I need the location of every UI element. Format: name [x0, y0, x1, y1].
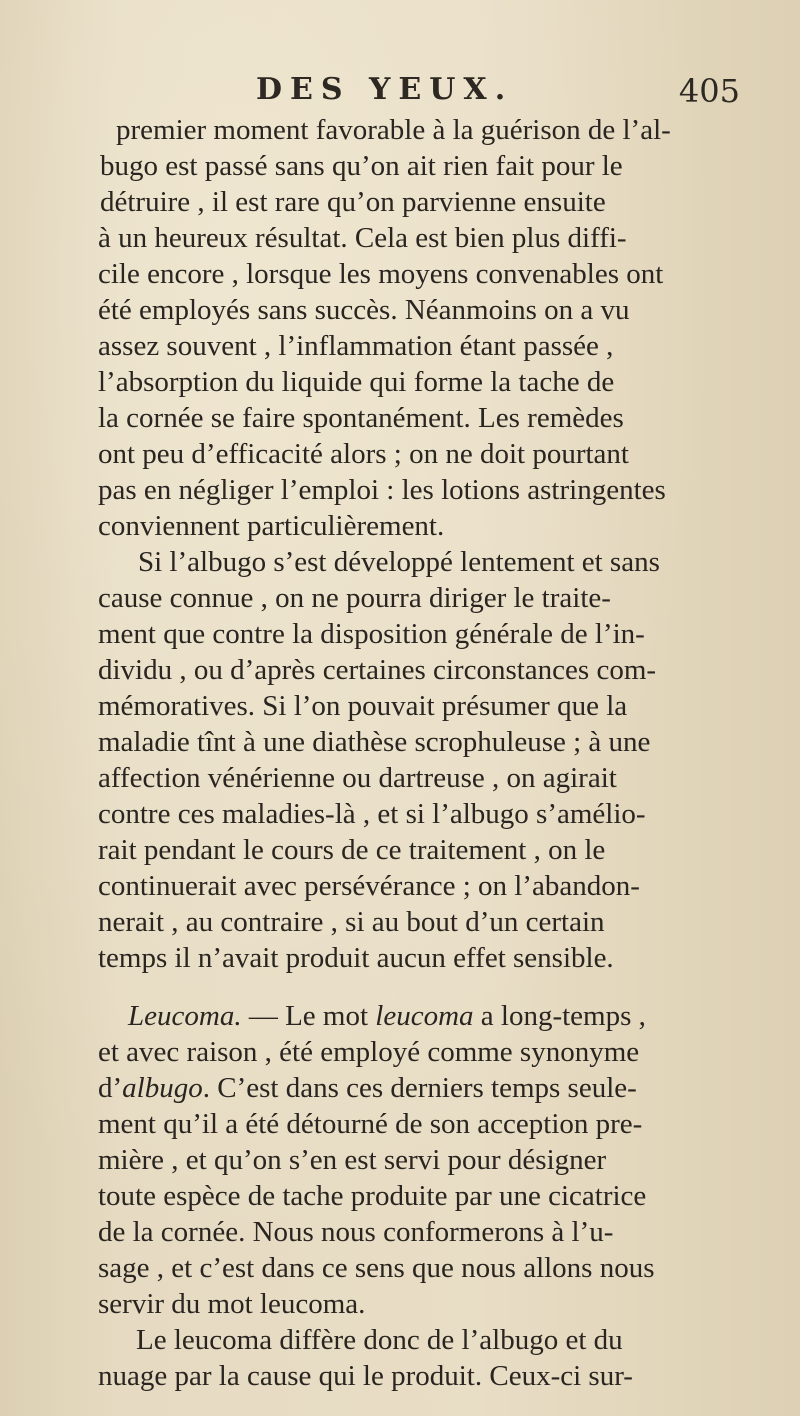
text-line: conviennent particulièrement. [98, 510, 445, 542]
text-line: sage , et c’est dans ce sens que nous allons nous [98, 1252, 655, 1284]
text-line: toute espèce de tache produite par une cicatrice [98, 1180, 647, 1212]
text-line: premier moment favorable à la guérison de l’al- [116, 114, 671, 146]
text-line: cile encore , lorsque les moyens convenables ont [98, 258, 664, 290]
text-line: et avec raison , été employé comme synonyme [98, 1036, 640, 1068]
text-line: cause connue , on ne pourra diriger le traite- [98, 582, 611, 614]
text-line: Le leucoma diffère donc de l’albugo et du [136, 1324, 623, 1356]
text-line: détruire , il est rare qu’on parvienne ensuite [100, 186, 606, 218]
text-line: rait pendant le cours de ce traitement , on le [98, 834, 606, 866]
text-line: l’absorption du liquide qui forme la tache de [98, 366, 615, 398]
albugo-italic: albugo [122, 1072, 203, 1104]
text-line: continuerait avec persévérance ; on l’abandon- [98, 870, 640, 902]
text-line: été employés sans succès. Néanmoins on a vu [98, 294, 630, 326]
text-line: maladie tînt à une diathèse scrophuleuse ; à une [98, 726, 651, 758]
albugo-rest: . C’est dans ces derniers temps seule- [202, 1072, 637, 1104]
text-line: servir du mot leucoma. [98, 1288, 366, 1320]
section-heading-line [128, 998, 646, 1034]
text-line: contre ces maladies-là , et si l’albugo s’amélio- [98, 798, 646, 830]
text-line: mémoratives. Si l’on pouvait présumer que la [98, 690, 628, 722]
section-first-rest: a long-temps , [473, 1000, 646, 1032]
running-title: DES YEUX. [256, 72, 514, 107]
apostrophe-prefix: d’ [98, 1072, 123, 1104]
text-line: assez souvent , l’inflammation étant passée , [98, 330, 614, 362]
text-line: nerait , au contraire , si au bout d’un certain [98, 906, 605, 938]
page-header [0, 72, 800, 116]
text-line: affection vénérienne ou dartreuse , on agirait [98, 762, 617, 794]
text-line: à un heureux résultat. Cela est bien plus diffi- [98, 222, 627, 254]
section-term-italic: leucoma [375, 1000, 474, 1032]
text-line: ment qu’il a été détourné de son acception pre- [98, 1108, 643, 1140]
text-line: bugo est passé sans qu’on ait rien fait pour le [100, 150, 623, 182]
text-line: nuage par la cause qui le produit. Ceux-ci sur- [98, 1360, 633, 1392]
page-number: 405 [678, 72, 740, 110]
text-line: dividu , ou d’après certaines circonstances com- [98, 654, 657, 686]
text-line: Si l’albugo s’est développé lentement et sans [138, 546, 660, 578]
text-line: ment que contre la disposition générale de l’in- [98, 618, 645, 650]
text-line: de la cornée. Nous nous conformerons à l’u- [98, 1216, 614, 1248]
text-line: pas en négliger l’emploi : les lotions astringentes [98, 474, 666, 506]
text-line: temps il n’avait produit aucun effet sensible. [98, 942, 614, 974]
text-line: mière , et qu’on s’en est servi pour désigner [98, 1144, 607, 1176]
text-line [98, 1070, 637, 1106]
section-term: Leucoma. [128, 1000, 242, 1032]
text-line: ont peu d’efficacité alors ; on ne doit pourtant [98, 438, 629, 470]
section-dash: — Le mot [241, 1000, 376, 1032]
text-line: la cornée se faire spontanément. Les remèdes [98, 402, 624, 434]
